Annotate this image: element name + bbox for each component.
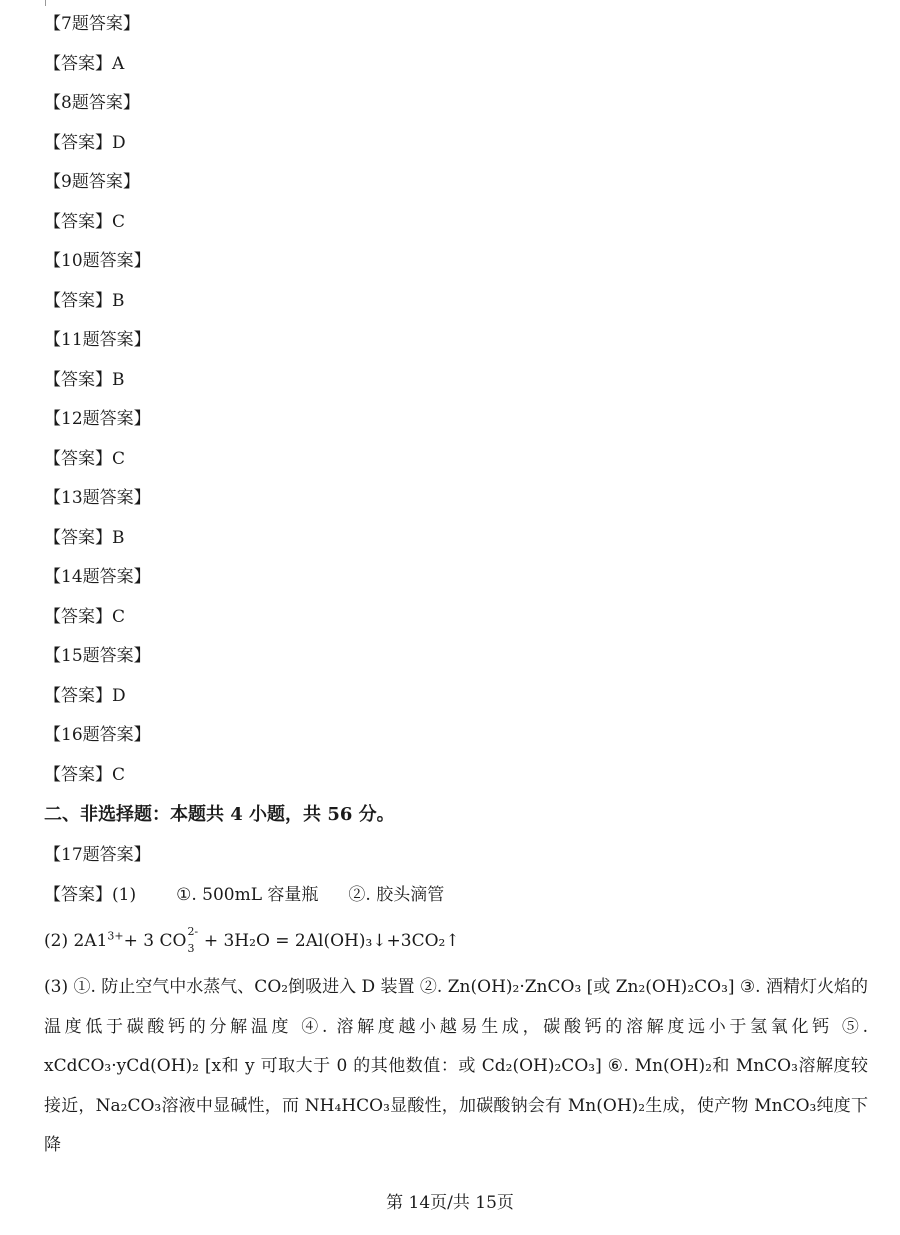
q11-answer: 【答案】B: [44, 370, 125, 390]
q16-header: 【16题答案】: [44, 725, 151, 745]
eq-prefix: (2) 2A1: [44, 931, 108, 951]
q7-header: 【7题答案】: [44, 14, 140, 34]
q9-header: 【9题答案】: [44, 172, 140, 192]
q15-answer: 【答案】D: [44, 686, 126, 706]
q13-answer: 【答案】B: [44, 528, 125, 548]
q8-header: 【8题答案】: [44, 93, 140, 113]
q16-answer: 【答案】C: [44, 765, 126, 785]
q10-answer: 【答案】B: [44, 291, 125, 311]
q17-part2-equation: [44, 925, 460, 955]
q17-header: 【17题答案】: [44, 845, 151, 865]
eq-co3-scripts: 2- 3: [187, 925, 199, 955]
q12-answer: 【答案】C: [44, 449, 126, 469]
q9-answer: 【答案】C: [44, 212, 126, 232]
page-footer: 第 14页/共 15页: [386, 1193, 514, 1213]
q12-header: 【12题答案】: [44, 409, 151, 429]
q17-part1-item2: ②. 胶头滴管: [348, 885, 445, 905]
q17-part1-item1: ①. 500mL 容量瓶: [176, 885, 319, 905]
q7-answer: 【答案】A: [44, 54, 125, 74]
eq-al-charge: 3+: [107, 929, 124, 943]
q17-part1: [44, 883, 444, 907]
q17-part3: (3) ①. 防止空气中水蒸气、CO₂倒吸进入 D 装置 ②. Zn(OH)₂·ZnCO₃ [或 Zn₂(OH)₂CO₃] ③. 酒精灯火焰的温度低于碳酸钙的分解温度 ④. 溶解度越小越易生成，碳酸钙的溶解度远小于氢氧化钙 ⑤. xCdCO₃·yCd(OH)₂ [x和 y 可取大于 0 的其他数值：或 Cd₂(OH)₂CO₃] ⑥. Mn(OH)₂和 MnCO₃溶解度较接近，Na₂CO₃溶液中显碱性，而 NH₄HCO₃显酸性，加碳酸钠会有 Mn(OH)₂生成，使产物 MnCO₃纯度下降: [44, 977, 868, 1155]
q17-part1-prefix: 【答案】(1): [44, 885, 137, 905]
eq-rest: + 3H₂O = 2Al(OH)₃↓+3CO₂↑: [198, 931, 460, 951]
eq-plus-co: + 3 CO: [123, 931, 187, 951]
q15-header: 【15题答案】: [44, 646, 151, 666]
q11-header: 【11题答案】: [44, 330, 151, 350]
q14-answer: 【答案】C: [44, 607, 126, 627]
q13-header: 【13题答案】: [44, 488, 151, 508]
q10-header: 【10题答案】: [44, 251, 151, 271]
section-title: 二、非选择题：本题共 4 小题，共 56 分。: [44, 804, 395, 825]
q14-header: 【14题答案】: [44, 567, 151, 587]
q8-answer: 【答案】D: [44, 133, 126, 153]
margin-mark: [45, 0, 46, 6]
